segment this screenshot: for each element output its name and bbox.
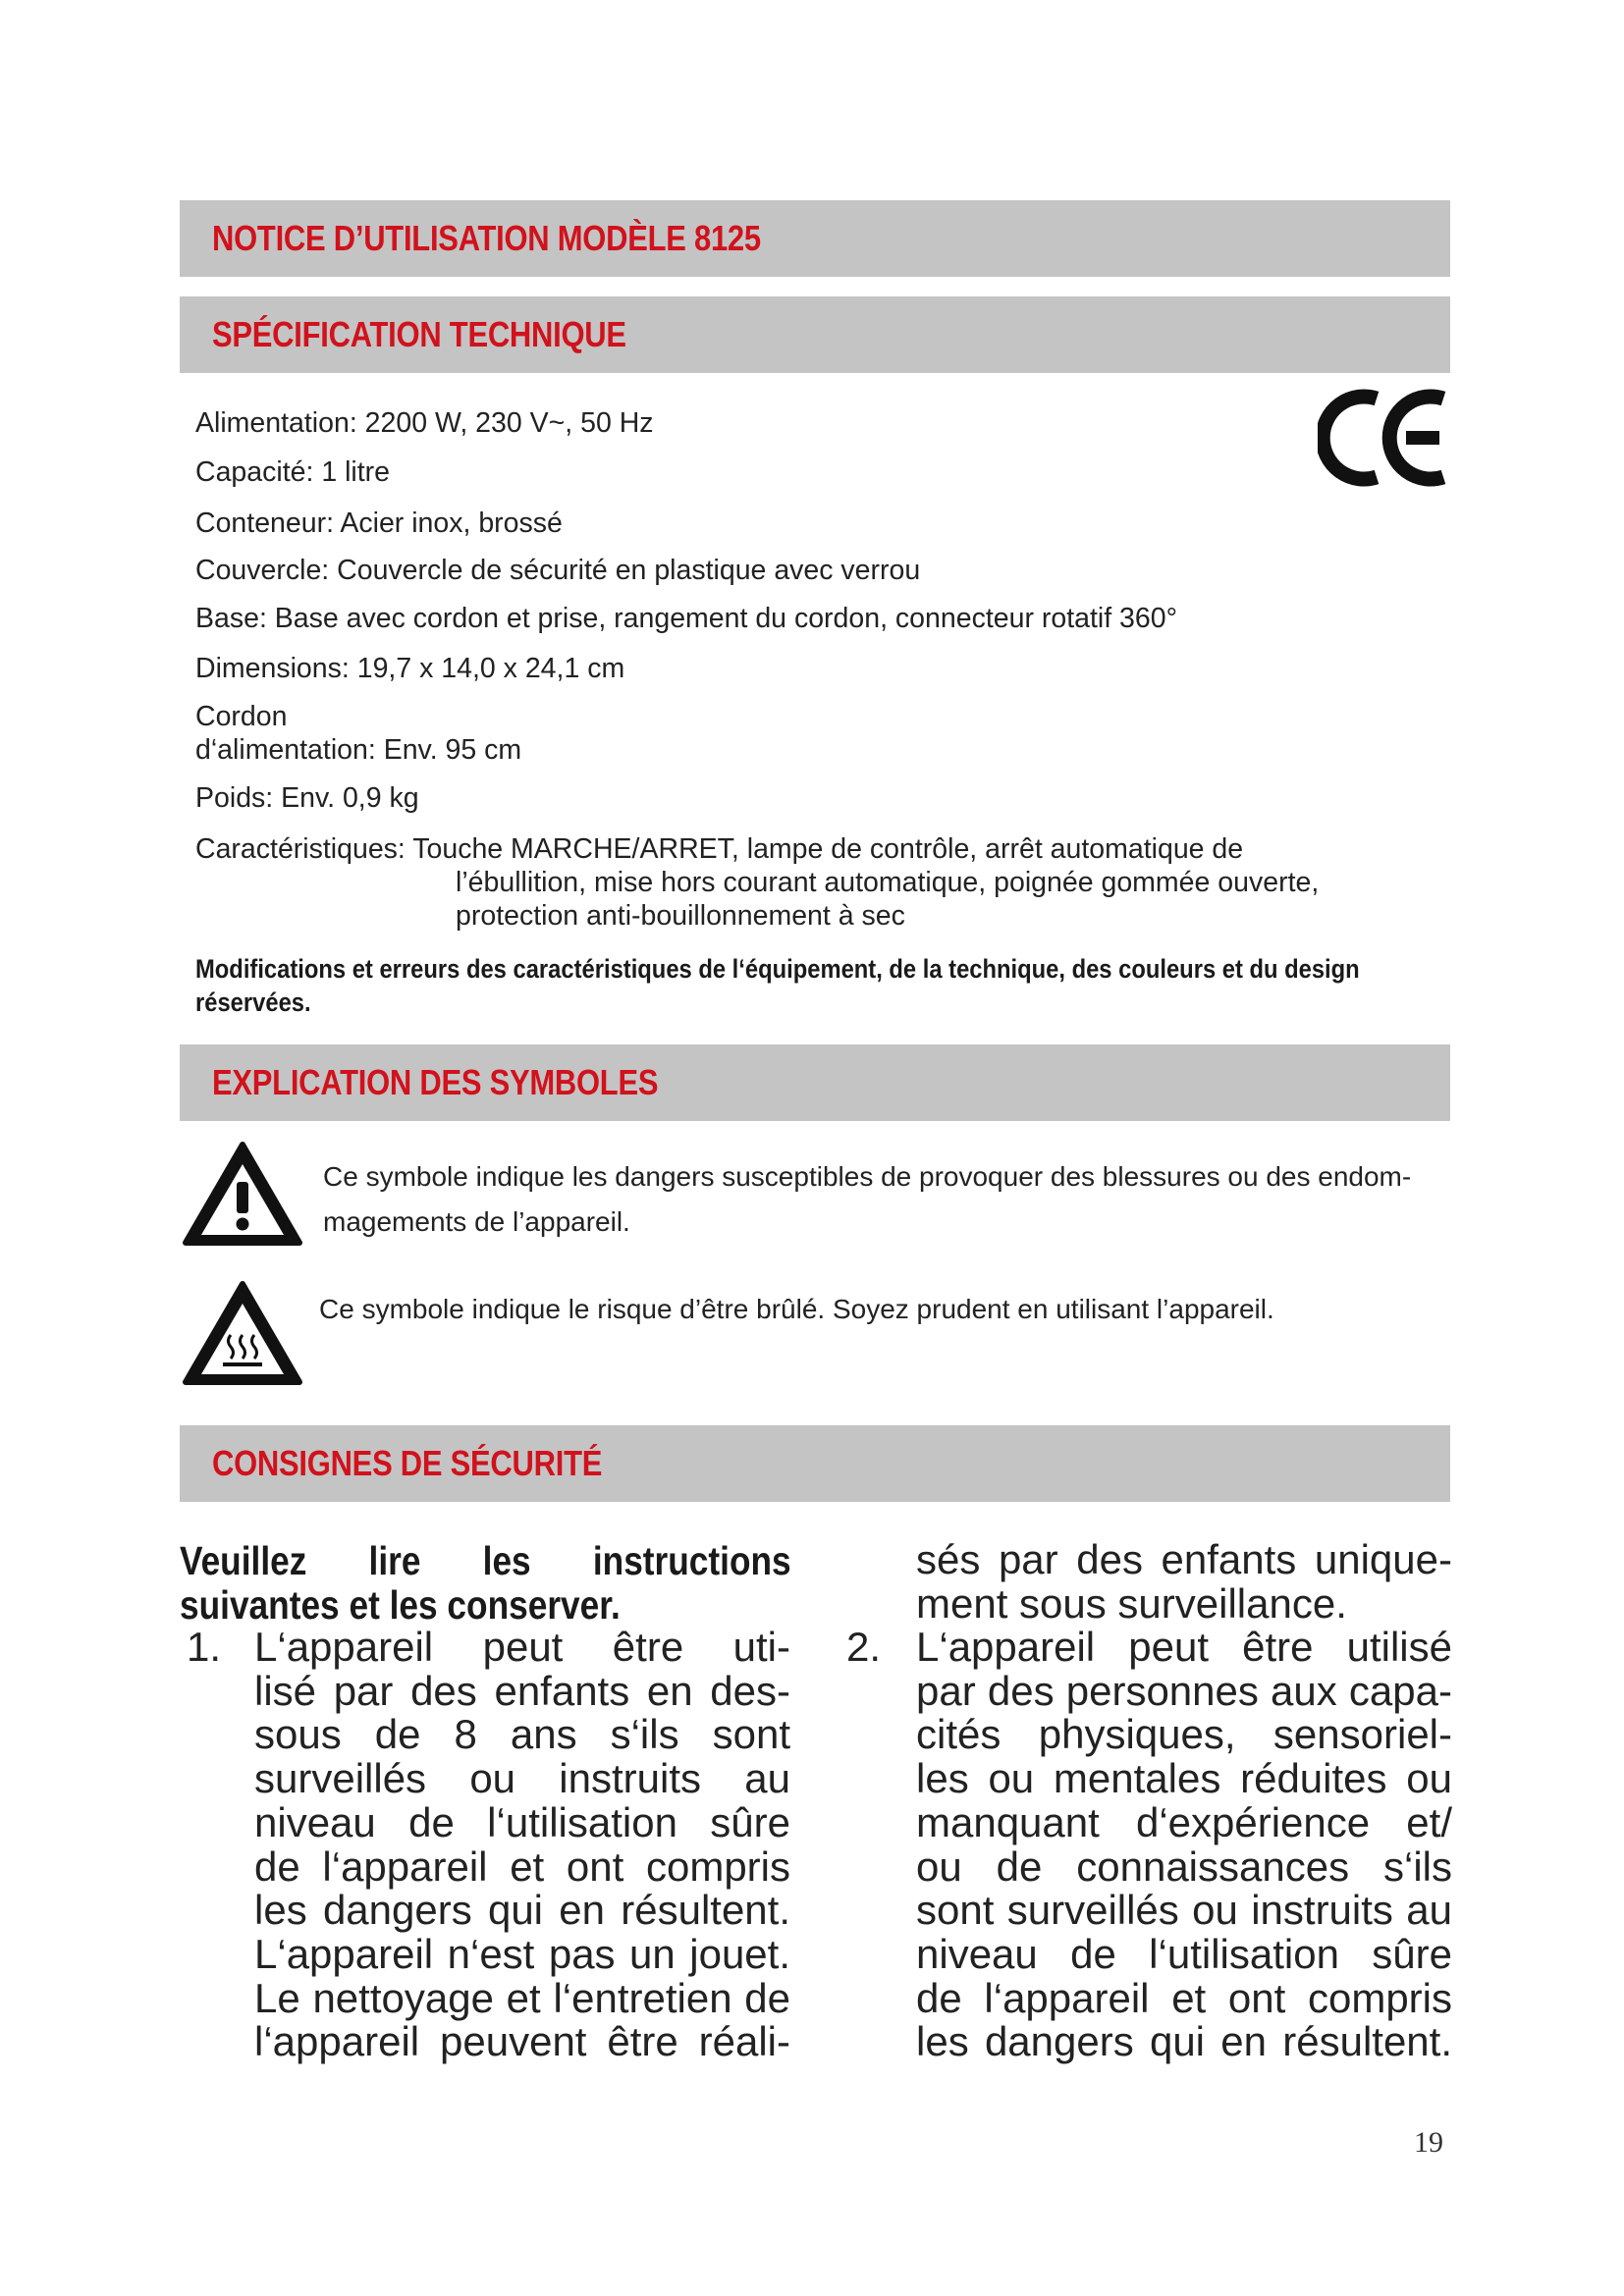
item1-line: L‘appareil n‘est pas un jouet. [254,1930,790,1977]
page-number: 19 [1414,2126,1443,2159]
title-bar [180,200,1450,277]
item2-line: par des personnes aux capa- [916,1667,1452,1714]
document-title: NOTICE D’UTILISATION MODÈLE 8125 [212,218,761,258]
item1-line: lisé par des enfants en des- [254,1667,790,1714]
item1cont-line: ment sous surveillance. [916,1579,1347,1627]
burn-symbol-text: Ce symbole indique le risque d’être brûlé. Soyez prudent en utilisant l’appareil. [319,1294,1274,1324]
spec-couvercle: Couvercle: Couvercle de sécurité en plastique avec verrou [195,555,921,586]
spec-capacite: Capacité: 1 litre [195,456,391,488]
spec-caracteristiques-2: l’ébullition, mise hors courant automatique, poignée gommée ouverte, [456,867,1320,898]
spec-caracteristiques-3: protection anti-bouillonnement à sec [456,900,905,932]
safety-intro-line-2: suivantes et les conserver. [180,1581,621,1628]
item1-line: de l‘appareil et ont compris [254,1842,790,1890]
spec-poids: Poids: Env. 0,9 kg [195,782,419,814]
item1-line: L‘appareil peut être uti- [254,1624,790,1670]
item1cont-line: sés par des enfants unique- [916,1536,1452,1582]
danger-symbol-text-1: Ce symbole indique les dangers susceptibles de provoquer des blessures ou des endom- [323,1161,1412,1192]
spec-base: Base: Base avec cordon et prise, rangement du cordon, connecteur rotatif 360° [195,603,1177,634]
ce-mark-icon [1318,385,1451,491]
hot-surface-warning-icon [180,1278,305,1388]
item1-line: les dangers qui en résultent. [254,1887,790,1934]
item2-line: L‘appareil peut être utilisé [916,1624,1452,1670]
item2-line: sont surveillés ou instruits au [916,1887,1452,1934]
safety-section-heading: CONSIGNES DE SÉCURITÉ [212,1443,603,1483]
spec-section-bar [180,296,1450,373]
item2-line: ou de connaissances s‘ils [916,1842,1452,1890]
item2-line: les ou mentales réduites ou [916,1755,1452,1802]
item-1-text [254,1626,790,2064]
item1-line: l‘appareil peuvent être réali- [254,2018,790,2065]
spec-caracteristiques-1: Caractéristiques: Touche MARCHE/ARRET, lampe de contrôle, arrêt automatique de [195,833,1244,865]
spec-conteneur: Conteneur: Acier inox, brossé [195,507,563,539]
danger-symbol-text-2: magements de l’appareil. [323,1206,630,1237]
symbols-section-bar [180,1044,1450,1121]
item-1-number: 1. [187,1624,222,1670]
item-2-text [916,1626,1452,2064]
modifications-note: Modifications et erreurs des caractéristiques de l‘équipement, de la technique, des couleurs et du design réservées. [195,954,1360,1017]
safety-intro [180,1539,790,1627]
item2-line: manquant d‘expérience et/ [916,1798,1452,1845]
item2-line: les dangers qui en résultent. [916,2018,1452,2065]
item2-line: niveau de l‘utilisation sûre [916,1930,1452,1977]
item1-line: niveau de l‘utilisation sûre [254,1798,790,1845]
spec-alimentation: Alimentation: 2200 W, 230 V~, 50 Hz [195,407,654,439]
danger-warning-icon [180,1139,305,1249]
spec-section-heading: SPÉCIFICATION TECHNIQUE [212,314,626,354]
item2-line: cités physiques, sensoriel- [916,1711,1452,1758]
item-1-continuation [916,1538,1452,1626]
item1-line: Le nettoyage et l‘entretien de [254,1974,790,2021]
spec-cordon-label: Cordon [195,701,288,732]
item2-line: de l‘appareil et ont compris [916,1974,1452,2021]
item1-line: sous de 8 ans s‘ils sont [254,1711,790,1758]
item-2-number: 2. [846,1624,882,1670]
spec-cordon-value: d‘alimentation: Env. 95 cm [195,734,522,766]
safety-intro-line-1: Veuillez lire les instructions [180,1538,791,1583]
safety-section-bar [180,1425,1450,1502]
symbols-section-heading: EXPLICATION DES SYMBOLES [212,1062,659,1102]
spec-dimensions: Dimensions: 19,7 x 14,0 x 24,1 cm [195,653,625,684]
item1-line: surveillés ou instruits au [254,1755,790,1802]
